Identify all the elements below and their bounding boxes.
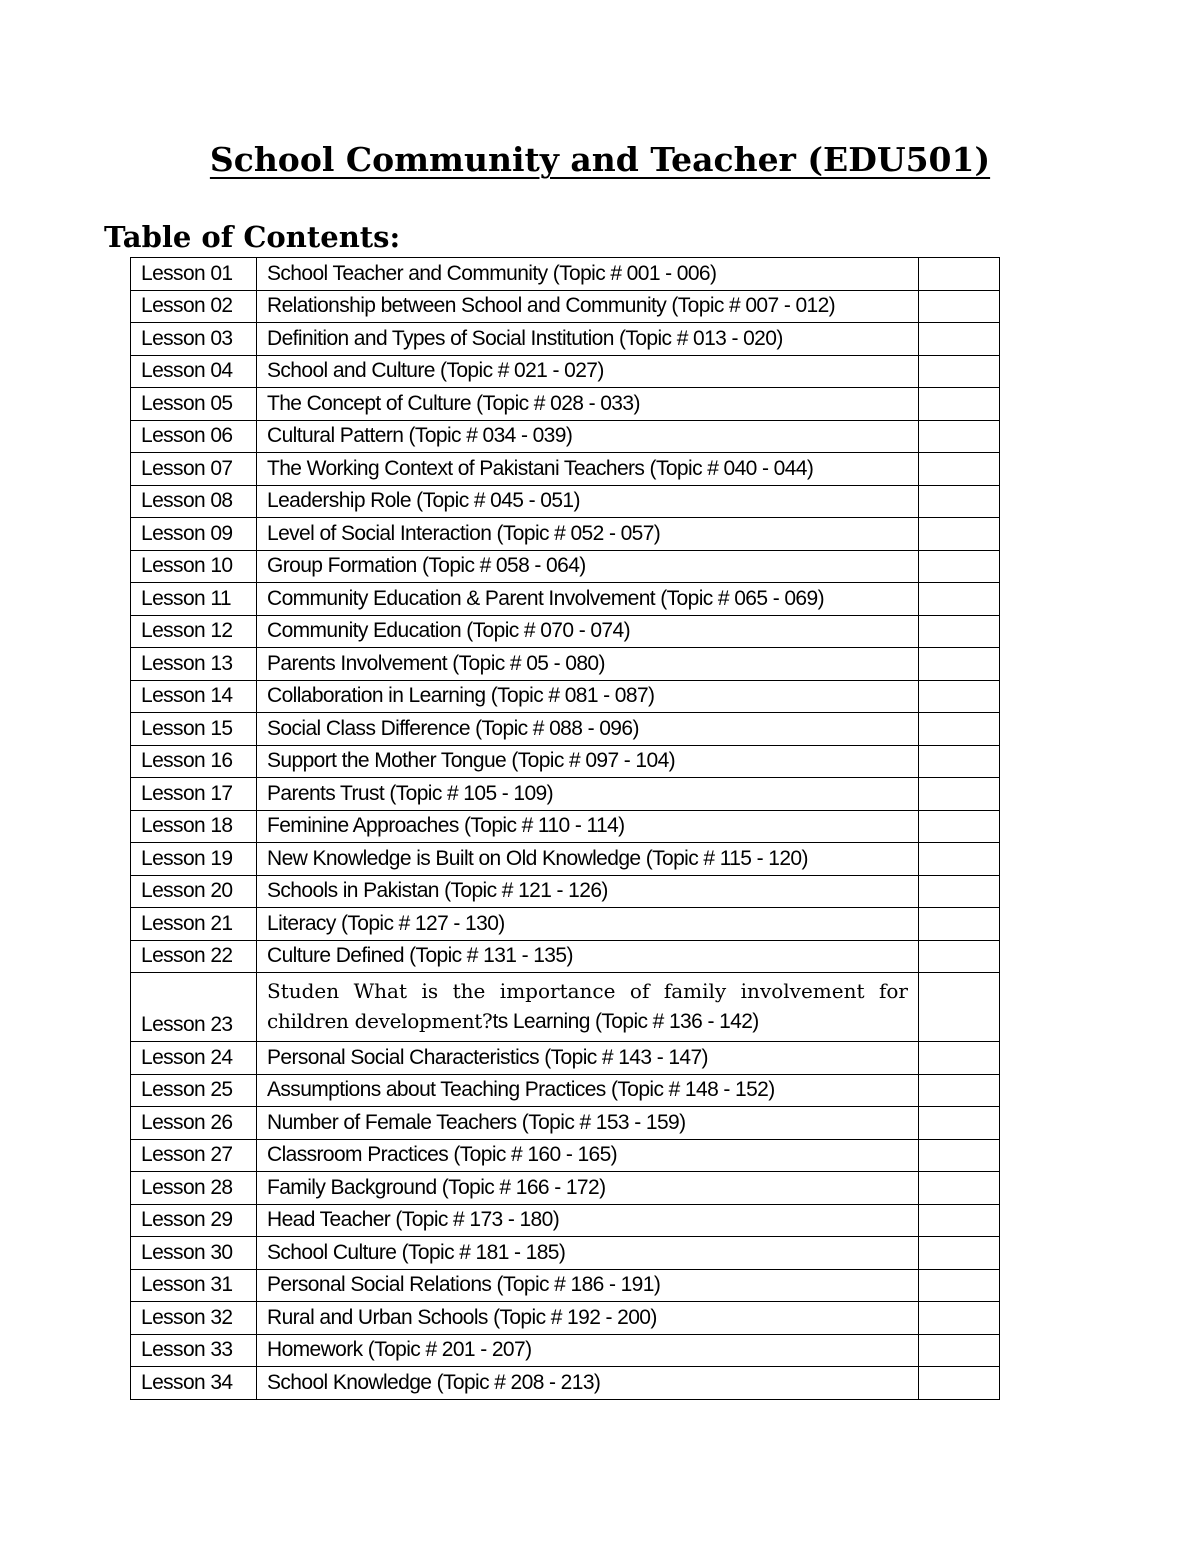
lesson-topic: New Knowledge is Built on Old Knowledge (Topic # 115 - 120) [257, 843, 919, 876]
lesson-number: Lesson 34 [131, 1367, 257, 1400]
toc-row [131, 388, 1000, 421]
page-number-cell [919, 1237, 1000, 1270]
lesson-number: Lesson 05 [131, 388, 257, 421]
page-number-cell [919, 1269, 1000, 1302]
lesson-number: Lesson 18 [131, 810, 257, 843]
lesson-number: Lesson 07 [131, 453, 257, 486]
toc-row [131, 875, 1000, 908]
lesson-number: Lesson 06 [131, 420, 257, 453]
toc-row [131, 745, 1000, 778]
page-number-cell [919, 453, 1000, 486]
lesson-topic: School and Culture (Topic # 021 - 027) [257, 355, 919, 388]
lesson-topic-fragment: children development? [267, 1009, 493, 1033]
page-number-cell [919, 778, 1000, 811]
lesson-topic [257, 973, 919, 1042]
toc-row [131, 485, 1000, 518]
lesson-topic: Community Education & Parent Involvement (Topic # 065 - 069) [257, 583, 919, 616]
toc-row [131, 355, 1000, 388]
page-number-cell [919, 713, 1000, 746]
lesson-number: Lesson 26 [131, 1107, 257, 1140]
lesson-topic: Personal Social Characteristics (Topic # 143 - 147) [257, 1042, 919, 1075]
page-number-cell [919, 1042, 1000, 1075]
toc-row [131, 1139, 1000, 1172]
lesson-number: Lesson 17 [131, 778, 257, 811]
toc-row [131, 420, 1000, 453]
page-number-cell [919, 1172, 1000, 1205]
toc-row [131, 1042, 1000, 1075]
page-number-cell [919, 1367, 1000, 1400]
toc-row [131, 778, 1000, 811]
lesson-number: Lesson 32 [131, 1302, 257, 1335]
page-number-cell [919, 745, 1000, 778]
lesson-topic-line: Studen What is the importance of family involvement for [267, 979, 908, 1003]
toc-row [131, 453, 1000, 486]
lesson-number: Lesson 13 [131, 648, 257, 681]
toc-row [131, 1237, 1000, 1270]
lesson-topic: Family Background (Topic # 166 - 172) [257, 1172, 919, 1205]
page-number-cell [919, 810, 1000, 843]
lesson-topic: Culture Defined (Topic # 131 - 135) [257, 940, 919, 973]
lesson-topic: The Working Context of Pakistani Teachers (Topic # 040 - 044) [257, 453, 919, 486]
toc-row [131, 1302, 1000, 1335]
lesson-number: Lesson 27 [131, 1139, 257, 1172]
lesson-number: Lesson 24 [131, 1042, 257, 1075]
page-number-cell [919, 518, 1000, 551]
lesson-topic: Head Teacher (Topic # 173 - 180) [257, 1204, 919, 1237]
toc-row [131, 680, 1000, 713]
lesson-number: Lesson 23 [131, 973, 257, 1042]
lesson-topic: Definition and Types of Social Institution (Topic # 013 - 020) [257, 323, 919, 356]
toc-row [131, 1367, 1000, 1400]
lesson-number: Lesson 25 [131, 1074, 257, 1107]
page-number-cell [919, 940, 1000, 973]
document-title: School Community and Teacher (EDU501) [209, 140, 991, 179]
toc-row [131, 615, 1000, 648]
toc-row [131, 323, 1000, 356]
toc-row [131, 973, 1000, 1042]
lesson-topic: Schools in Pakistan (Topic # 121 - 126) [257, 875, 919, 908]
lesson-topic: Homework (Topic # 201 - 207) [257, 1334, 919, 1367]
lesson-number: Lesson 10 [131, 550, 257, 583]
lesson-number: Lesson 19 [131, 843, 257, 876]
lesson-topic: Cultural Pattern (Topic # 034 - 039) [257, 420, 919, 453]
lesson-number: Lesson 11 [131, 583, 257, 616]
lesson-number: Lesson 31 [131, 1269, 257, 1302]
lesson-number: Lesson 12 [131, 615, 257, 648]
page-number-cell [919, 908, 1000, 941]
lesson-number: Lesson 02 [131, 290, 257, 323]
page-number-cell [919, 680, 1000, 713]
page-number-cell [919, 843, 1000, 876]
page-number-cell [919, 323, 1000, 356]
lesson-topic: Assumptions about Teaching Practices (Topic # 148 - 152) [257, 1074, 919, 1107]
toc-row [131, 1074, 1000, 1107]
lesson-number: Lesson 28 [131, 1172, 257, 1205]
page-number-cell [919, 875, 1000, 908]
toc-row [131, 1334, 1000, 1367]
lesson-topic: Rural and Urban Schools (Topic # 192 - 200) [257, 1302, 919, 1335]
page-number-cell [919, 420, 1000, 453]
lesson-topic: School Teacher and Community (Topic # 001 - 006) [257, 258, 919, 291]
lesson-number: Lesson 14 [131, 680, 257, 713]
page-number-cell [919, 550, 1000, 583]
toc-row [131, 258, 1000, 291]
lesson-number: Lesson 03 [131, 323, 257, 356]
lesson-topic: Parents Involvement (Topic # 05 - 080) [257, 648, 919, 681]
page-number-cell [919, 1302, 1000, 1335]
toc-row [131, 810, 1000, 843]
toc-row [131, 1269, 1000, 1302]
lesson-topic: Personal Social Relations (Topic # 186 - 191) [257, 1269, 919, 1302]
page-number-cell [919, 1107, 1000, 1140]
lesson-topic: Support the Mother Tongue (Topic # 097 - 104) [257, 745, 919, 778]
lesson-number: Lesson 33 [131, 1334, 257, 1367]
page-number-cell [919, 973, 1000, 1042]
page-number-cell [919, 1334, 1000, 1367]
toc-row [131, 1172, 1000, 1205]
lesson-topic: Social Class Difference (Topic # 088 - 096) [257, 713, 919, 746]
lesson-topic: Relationship between School and Community (Topic # 007 - 012) [257, 290, 919, 323]
page-number-cell [919, 1074, 1000, 1107]
page-number-cell [919, 485, 1000, 518]
page-number-cell [919, 258, 1000, 291]
lesson-topic: Classroom Practices (Topic # 160 - 165) [257, 1139, 919, 1172]
lesson-topic: Leadership Role (Topic # 045 - 051) [257, 485, 919, 518]
toc-row [131, 290, 1000, 323]
page-number-cell [919, 388, 1000, 421]
toc-row [131, 583, 1000, 616]
lesson-topic: School Culture (Topic # 181 - 185) [257, 1237, 919, 1270]
page-number-cell [919, 290, 1000, 323]
lesson-topic: Feminine Approaches (Topic # 110 - 114) [257, 810, 919, 843]
lesson-topic: The Concept of Culture (Topic # 028 - 033) [257, 388, 919, 421]
page-number-cell [919, 583, 1000, 616]
lesson-number: Lesson 22 [131, 940, 257, 973]
lesson-topic: Community Education (Topic # 070 - 074) [257, 615, 919, 648]
page-number-cell [919, 1139, 1000, 1172]
toc-row [131, 843, 1000, 876]
lesson-topic: Number of Female Teachers (Topic # 153 - 159) [257, 1107, 919, 1140]
lesson-topic: School Knowledge (Topic # 208 - 213) [257, 1367, 919, 1400]
toc-row [131, 908, 1000, 941]
toc-table [130, 257, 1000, 1400]
lesson-number: Lesson 08 [131, 485, 257, 518]
toc-row [131, 713, 1000, 746]
lesson-number: Lesson 15 [131, 713, 257, 746]
lesson-number: Lesson 20 [131, 875, 257, 908]
lesson-topic: Level of Social Interaction (Topic # 052 - 057) [257, 518, 919, 551]
lesson-topic: Parents Trust (Topic # 105 - 109) [257, 778, 919, 811]
toc-row [131, 648, 1000, 681]
toc-row [131, 1204, 1000, 1237]
toc-row [131, 518, 1000, 551]
page-number-cell [919, 1204, 1000, 1237]
lesson-number: Lesson 30 [131, 1237, 257, 1270]
toc-row [131, 550, 1000, 583]
lesson-number: Lesson 29 [131, 1204, 257, 1237]
toc-row [131, 1107, 1000, 1140]
lesson-topic-fragment: ts Learning (Topic # 136 - 142) [492, 1010, 759, 1033]
lesson-number: Lesson 16 [131, 745, 257, 778]
lesson-topic: Group Formation (Topic # 058 - 064) [257, 550, 919, 583]
lesson-number: Lesson 21 [131, 908, 257, 941]
lesson-topic: Literacy (Topic # 127 - 130) [257, 908, 919, 941]
toc-row [131, 940, 1000, 973]
lesson-number: Lesson 01 [131, 258, 257, 291]
lesson-topic: Collaboration in Learning (Topic # 081 - 087) [257, 680, 919, 713]
lesson-topic-line [267, 1006, 908, 1037]
toc-heading: Table of Contents: [104, 220, 401, 254]
lesson-number: Lesson 04 [131, 355, 257, 388]
page-number-cell [919, 648, 1000, 681]
lesson-number: Lesson 09 [131, 518, 257, 551]
page-number-cell [919, 615, 1000, 648]
page-number-cell [919, 355, 1000, 388]
